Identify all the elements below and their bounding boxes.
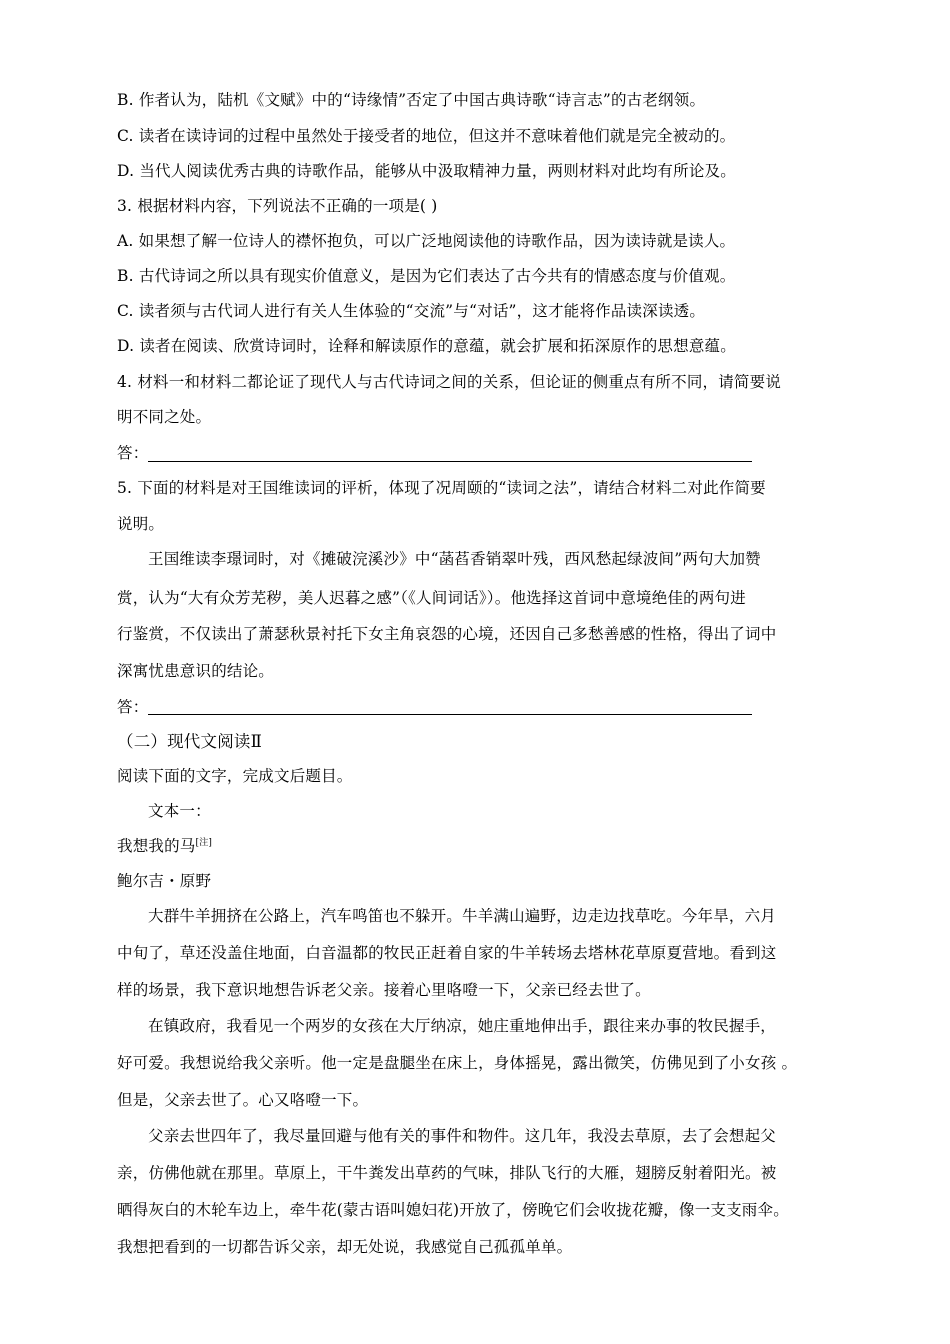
text-label: 文本一： <box>148 802 211 820</box>
paragraph-3-line3: 晒得灰白的木轮车边上，牵牛花(蒙古语叫媳妇花)开放了，傍晚它们会收拢花瓣，像一支支雨伞。 <box>117 1201 789 1219</box>
q4-answer-line[interactable] <box>148 461 752 462</box>
paragraph-3-line2: 亲，仿佛他就在那里。草原上，干牛粪发出草药的气味，排队飞行的大雁，翅膀反射着阳光。被 <box>117 1164 777 1182</box>
q5-material-line2: 赏，认为“大有众芳芜秽，美人迟暮之感”（《人间词话》）。他选择这首词中意境绝佳的两句进 <box>117 589 746 607</box>
q3-option-a: A. 如果想了解一位诗人的襟怀抱负，可以广泛地阅读他的诗歌作品，因为读诗就是读人。 <box>117 232 736 250</box>
section-instruction: 阅读下面的文字，完成文后题目。 <box>117 767 353 785</box>
q2-option-d: D. 当代人阅读优秀古典的诗歌作品，能够从中汲取精神力量，两则材料对此均有所论及。 <box>117 162 736 180</box>
paragraph-1-line3: 样的场景，我下意识地想告诉老父亲。接着心里咯噔一下，父亲已经去世了。 <box>117 981 651 999</box>
q5-material-line3: 行鉴赏，不仅读出了萧瑟秋景衬托下女主角哀怨的心境，还因自己多愁善感的性格，得出了词中 <box>117 625 777 643</box>
paragraph-2-line3: 但是，父亲去世了。心又咯噔一下。 <box>117 1091 369 1109</box>
essay-title-text: 我想我的马 <box>117 837 196 855</box>
paragraph-1-line1: 大群牛羊拥挤在公路上，汽车鸣笛也不躲开。牛羊满山遍野，边走边找草吃。今年旱，六月 <box>148 907 777 925</box>
note-mark[interactable]: [注] <box>195 837 213 848</box>
paragraph-2-line1: 在镇政府，我看见一个两岁的女孩在大厅纳凉，她庄重地伸出手，跟往来办事的牧民握手， <box>148 1017 777 1035</box>
q5-answer-label: 答： <box>117 698 149 716</box>
q5-material-line1: 王国维读李璟词时，对《摊破浣溪沙》中“菡萏香销翠叶残，西风愁起绿波间”两句大加赞 <box>148 550 761 568</box>
essay-author: 鲍尔吉・原野 <box>117 872 212 890</box>
q3-option-c: C. 读者须与古代词人进行有关人生体验的“交流”与“对话”，这才能将作品读深读透。 <box>117 302 706 320</box>
section-title: （二）现代文阅读Ⅱ <box>117 732 263 751</box>
paragraph-3-line4: 我想把看到的一切都告诉父亲，却无处说，我感觉自己孤孤单单。 <box>117 1238 573 1256</box>
q5-material-line4: 深寓忧患意识的结论。 <box>117 662 275 680</box>
q3-stem: 3. 根据材料内容，下列说法不正确的一项是( ) <box>117 197 438 215</box>
q4-stem-line1: 4. 材料一和材料二都论证了现代人与古代诗词之间的关系，但论证的侧重点有所不同，请简要说 <box>117 373 782 391</box>
paragraph-2-line2: 好可爱。我想说给我父亲听。他一定是盘腿坐在床上，身体摇晃，露出微笑，仿佛见到了小女孩 。 <box>117 1054 798 1072</box>
q4-answer-label: 答： <box>117 444 149 462</box>
q2-option-b: B. 作者认为，陆机《文赋》中的“诗缘情”否定了中国古典诗歌“诗言志”的古老纲领。 <box>117 91 706 109</box>
q3-option-b: B. 古代诗词之所以具有现实价值意义，是因为它们表达了古今共有的情感态度与价值观。 <box>117 267 736 285</box>
paragraph-1-line2: 中旬了，草还没盖住地面，白音温都的牧民正赶着自家的牛羊转场去塔林花草原夏营地。看到这 <box>117 944 777 962</box>
essay-title <box>117 835 212 857</box>
q5-stem-line2: 说明。 <box>117 515 165 533</box>
q2-option-c: C. 读者在读诗词的过程中虽然处于接受者的地位，但这并不意味着他们就是完全被动的。 <box>117 127 736 145</box>
q4-stem-line2: 明不同之处。 <box>117 408 212 426</box>
q3-option-d: D. 读者在阅读、欣赏诗词时，诠释和解读原作的意蕴，就会扩展和拓深原作的思想意蕴。 <box>117 337 736 355</box>
q5-answer-line[interactable] <box>148 714 752 715</box>
q5-stem-line1: 5. 下面的材料是对王国维读词的评析，体现了况周颐的“读词之法”，请结合材料二对此作简要 <box>117 479 766 497</box>
paragraph-3-line1: 父亲去世四年了，我尽量回避与他有关的事件和物件。这几年，我没去草原，去了会想起父 <box>148 1127 777 1145</box>
